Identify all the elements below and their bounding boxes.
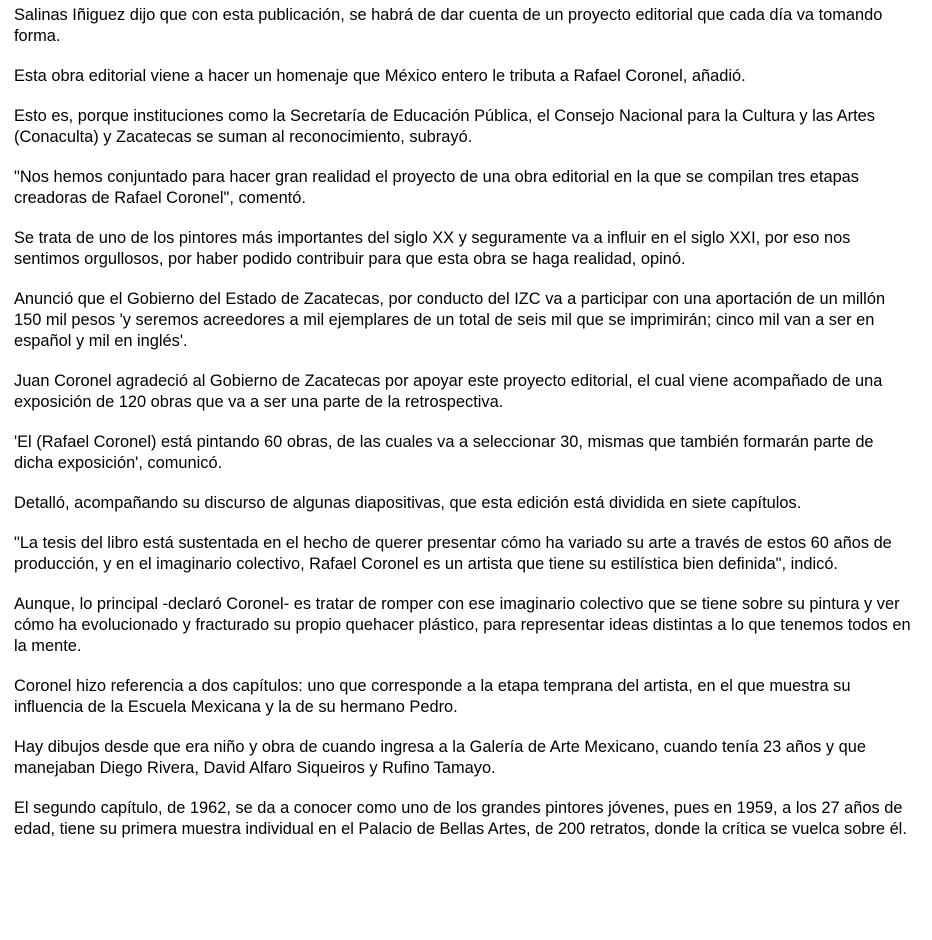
paragraph-1: Salinas Iñiguez dijo que con esta publicación, se habrá de dar cuenta de un proyecto editorial que cada día va tomando forma. bbox=[14, 6, 883, 45]
paragraph-11: Aunque, lo principal -declaró Coronel- es tratar de romper con ese imaginario colectivo que se tiene sobre su pintura y ver cómo ha evolucionado y fracturado su propio quehacer plástico, para representar ideas distintas a lo que tenemos todos en la mente. bbox=[14, 595, 911, 655]
paragraph-3: Esto es, porque instituciones como la Secretaría de Educación Pública, el Consejo Nacional para la Cultura y las Artes (Conaculta) y Zacatecas se suman al reconocimiento, subrayó. bbox=[14, 107, 875, 146]
paragraph-10: "La tesis del libro está sustentada en el hecho de querer presentar cómo ha variado su arte a través de estos 60 años de producción, y en el imaginario colectivo, Rafael Coronel es un artista que tiene su estilística bien definida", indicó. bbox=[14, 534, 892, 573]
paragraph-9: Detalló, acompañando su discurso de algunas diapositivas, que esta edición está dividida en siete capítulos. bbox=[14, 494, 802, 512]
paragraph-14: El segundo capítulo, de 1962, se da a conocer como uno de los grandes pintores jóvenes, pues en 1959, a los 27 años de edad, tiene su primera muestra individual en el Palacio de Bellas Artes, de 200 retratos, donde la crítica se vuelca sobre él. bbox=[14, 799, 907, 838]
paragraph-6: Anunció que el Gobierno del Estado de Zacatecas, por conducto del IZC va a participar con una aportación de un millón 150 mil pesos 'y seremos acreedores a mil ejemplares de un total de seis mil que se imprimirán; cinco mil van a ser en español y mil en inglés'. bbox=[14, 290, 886, 350]
paragraph-8: 'El (Rafael Coronel) está pintando 60 obras, de las cuales va a seleccionar 30, mismas que también formarán parte de dicha exposición', comunicó. bbox=[14, 433, 874, 472]
paragraph-2: Esta obra editorial viene a hacer un homenaje que México entero le tributa a Rafael Coronel, añadió. bbox=[14, 67, 746, 85]
paragraph-4: "Nos hemos conjuntado para hacer gran realidad el proyecto de una obra editorial en la que se compilan tres etapas creadoras de Rafael Coronel", comentó. bbox=[14, 168, 859, 207]
paragraph-5: Se trata de uno de los pintores más importantes del siglo XX y seguramente va a influir en el siglo XXI, por eso nos sentimos orgullosos, por haber podido contribuir para que esta obra se haga realidad, opinó. bbox=[14, 229, 851, 268]
paragraph-7: Juan Coronel agradeció al Gobierno de Zacatecas por apoyar este proyecto editorial, el cual viene acompañado de una exposición de 120 obras que va a ser una parte de la retrospectiva. bbox=[14, 372, 883, 411]
paragraph-13: Hay dibujos desde que era niño y obra de cuando ingresa a la Galería de Arte Mexicano, cuando tenía 23 años y que manejaban Diego Rivera, David Alfaro Siqueiros y Rufino Tamayo. bbox=[14, 738, 866, 777]
paragraph-12: Coronel hizo referencia a dos capítulos: uno que corresponde a la etapa temprana del artista, en el que muestra su influencia de la Escuela Mexicana y la de su hermano Pedro. bbox=[14, 677, 851, 716]
